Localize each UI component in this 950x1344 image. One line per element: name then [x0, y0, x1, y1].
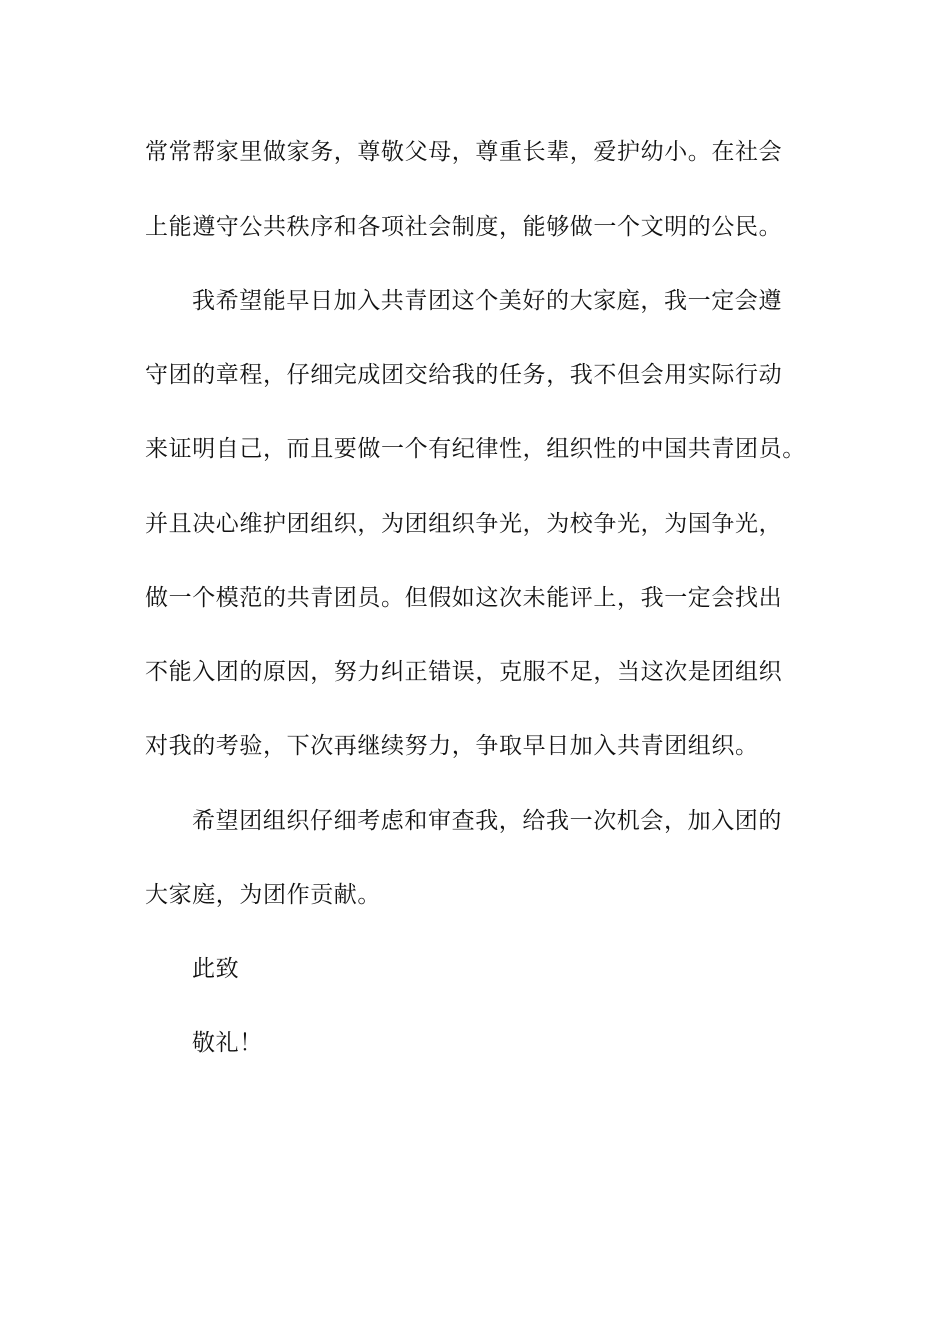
paragraph-start-line: 希望团组织仔细考虑和审查我，给我一次机会，加入团的: [192, 808, 782, 834]
body-text-line: 大家庭，为团作贡献。: [145, 882, 381, 908]
body-text-line: 常常帮家里做家务，尊敬父母，尊重长辈，爱护幼小。在社会: [145, 139, 783, 165]
body-text-line: 守团的章程，仔细完成团交给我的任务，我不但会用实际行动: [145, 362, 783, 388]
closing-regards: 敬礼！: [192, 1030, 263, 1056]
paragraph-start-line: 我希望能早日加入共青团这个美好的大家庭，我一定会遵: [192, 288, 782, 314]
body-text-line: 做一个模范的共青团员。但假如这次未能评上，我一定会找出: [145, 585, 783, 611]
body-text-line: 不能入团的原因，努力纠正错误，克服不足，当这次是团组织: [145, 659, 783, 685]
body-text-line: 来证明自己，而且要做一个有纪律性，组织性的中国共青团员。: [145, 436, 806, 462]
closing-salutation: 此致: [192, 956, 240, 982]
body-text-line: 对我的考验，下次再继续努力，争取早日加入共青团组织。: [145, 733, 759, 759]
body-text-line: 上能遵守公共秩序和各项社会制度，能够做一个文明的公民。: [145, 214, 783, 240]
body-text-line: 并且决心维护团组织，为团组织争光，为校争光，为国争光，: [145, 511, 783, 537]
